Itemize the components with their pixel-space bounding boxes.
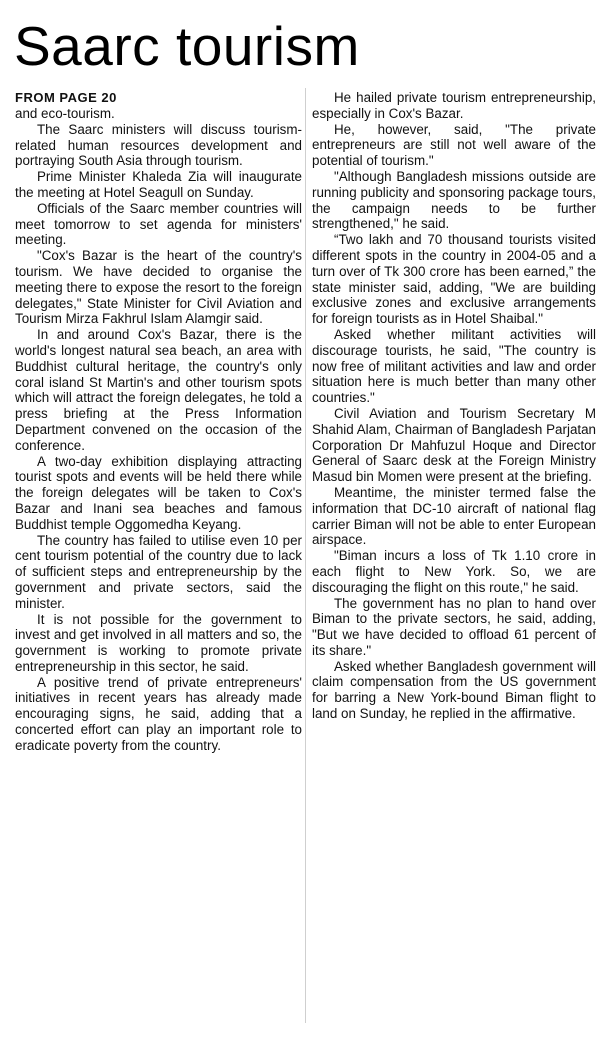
paragraph: “Two lakh and 70 thousand tourists visited different spots in the country in 2004-05 and a turn over of Tk 300 crore has been earned,” the state minister said, adding, "We are building exclusive zones and exclusive arrangements for foreign tourists as in Hotel Shaibal." [312, 232, 596, 327]
paragraph: He, however, said, "The private entrepreneurs are still not well aware of the potential of tourism." [312, 121, 596, 169]
continuation-kicker: FROM PAGE 20 [15, 90, 117, 105]
paragraph: A positive trend of private entrepreneurs' initiatives in recent years has already made encouraging signs, he said, adding that a concerted effort can play an important role to eradicate poverty from the country. [15, 674, 302, 753]
paragraph: The country has failed to utilise even 10 per cent tourism potential of the country due to lack of sufficient steps and entrepreneurship by the government and private sectors, said the minister. [15, 532, 302, 611]
paragraph: In and around Cox's Bazar, there is the world's longest natural sea beach, an area with Buddhist cultural heritage, the country's only coral island St Martin's and other tourism spots which will attract the foreign delegates, he told a press briefing at the Press Information Department convened on the occasion of the conference. [15, 327, 302, 453]
paragraph: He hailed private tourism entrepreneurship, especially in Cox's Bazar. [312, 90, 596, 121]
paragraph: Officials of the Saarc member countries will meet tomorrow to set agenda for ministers' meeting. [15, 200, 302, 248]
paragraph: Asked whether militant activities will discourage tourists, he said, "The country is now free of militant activities and law and order situation here is much better than many other countries." [312, 326, 596, 406]
paragraph: It is not possible for the government to invest and get involved in all matters and so, the government is working to promote private entrepreneurship in this sector, he said. [15, 611, 302, 674]
paragraph: "Biman incurs a loss of Tk 1.10 crore in each flight to New York. So, we are discouraging the flight on this route," he said. [312, 548, 596, 595]
paragraph: and eco-tourism. [15, 106, 115, 121]
paragraph: "Although Bangladesh missions outside are running publicity and sponsoring package tours, the campaign needs to be further strengthened," he said. [312, 168, 596, 232]
paragraph: Meantime, the minister termed false the information that DC-10 aircraft of national flag carrier Biman will not be able to enter European airspace. [312, 484, 596, 548]
paragraph: Asked whether Bangladesh government will claim compensation from the US government for barring a New York-bound Biman flight to land on Sunday, he replied in the affirmative. [312, 658, 596, 722]
paragraph: Prime Minister Khaleda Zia will inaugurate the meeting at Hotel Seagull on Sunday. [15, 169, 302, 200]
paragraph: The government has no plan to hand over Biman to the private sectors, he said, adding, "But we have decided to offload 61 percent of its share." [312, 595, 596, 658]
headline: Saarc tourism [14, 15, 360, 77]
paragraph: Civil Aviation and Tourism Secretary M Shahid Alam, Chairman of Bangladesh Parjatan Corporation Dr Mahfuzul Hoque and Director General of Saarc desk at the Foreign Ministry Masud bin Momen were present at the briefing. [312, 405, 596, 485]
right-column [312, 90, 596, 722]
paragraph: "Cox's Bazar is the heart of the country's tourism. We have decided to organise the meeting there to expose the resort to the foreign delegates," State Minister for Civil Aviation and Tourism Mirza Fakhrul Islam Alamgir said. [15, 248, 302, 327]
paragraph: A two-day exhibition displaying attracting tourist spots and events will be held there while the foreign delegates will be taken to Cox's Bazar and Inani sea beaches and famous Buddhist temple Oggomedha Keyang. [15, 453, 302, 532]
column-divider [305, 88, 306, 1023]
paragraph: The Saarc ministers will discuss tourism-related human resources development and portraying South Asia through tourism. [15, 121, 302, 169]
left-column [15, 90, 302, 754]
